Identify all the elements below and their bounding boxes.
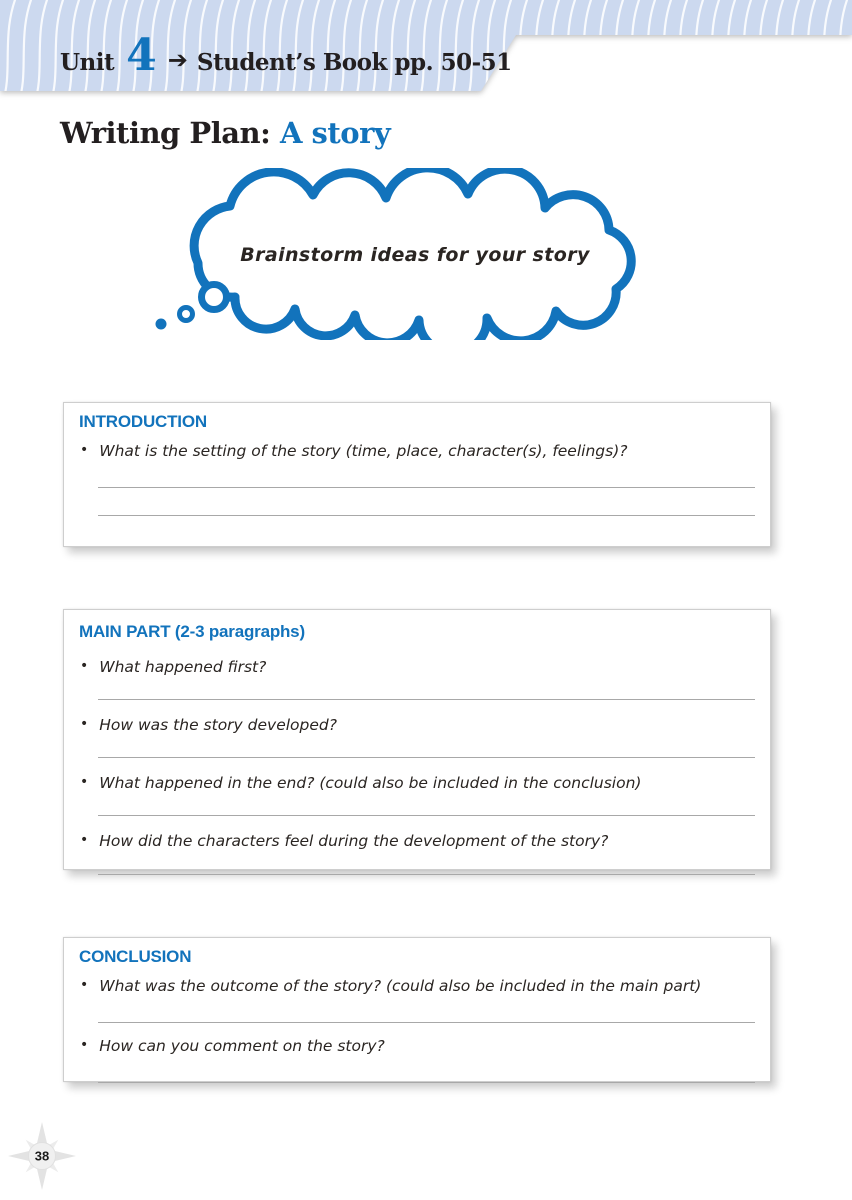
bubble-text: Brainstorm ideas for your story bbox=[240, 244, 590, 266]
question-item bbox=[80, 831, 756, 851]
unit-number: 4 bbox=[126, 30, 156, 81]
bullet-icon: • bbox=[80, 716, 89, 733]
question-item bbox=[80, 657, 756, 677]
unit-label: Unit bbox=[60, 49, 115, 76]
bullet-icon: • bbox=[80, 442, 89, 458]
section-main-part bbox=[63, 609, 771, 870]
question-text: How did the characters feel during the development of the story? bbox=[99, 832, 609, 851]
answer-line bbox=[98, 515, 755, 516]
bubble-tail-ring-small bbox=[180, 308, 193, 321]
question-text: What happened in the end? (could also be included in the conclusion) bbox=[99, 774, 642, 793]
bullet-icon: • bbox=[80, 658, 89, 674]
answer-line bbox=[98, 1082, 755, 1083]
answer-line bbox=[98, 487, 755, 488]
bullet-icon: • bbox=[80, 774, 89, 791]
bubble-tail-ring-large bbox=[202, 285, 227, 310]
question-item bbox=[80, 715, 756, 735]
bullet-icon: • bbox=[80, 832, 89, 849]
question-item bbox=[80, 976, 756, 996]
question-item bbox=[80, 773, 756, 793]
question-text: How can you comment on the story? bbox=[99, 1037, 385, 1056]
question-text: How was the story developed? bbox=[99, 716, 337, 735]
question-item bbox=[80, 1036, 756, 1056]
section-introduction bbox=[63, 402, 771, 547]
unit-header bbox=[60, 30, 512, 81]
question-text: What was the outcome of the story? (could also be included in the main part) bbox=[99, 977, 702, 995]
page-number: 38 bbox=[34, 1148, 50, 1164]
title-highlight: A story bbox=[279, 116, 391, 150]
section-conclusion bbox=[63, 937, 771, 1082]
book-reference: Student’s Book pp. 50-51 bbox=[196, 49, 512, 76]
answer-line bbox=[98, 1022, 755, 1023]
page-title bbox=[60, 116, 390, 150]
answer-line bbox=[98, 699, 755, 700]
introduction-heading: INTRODUCTION bbox=[79, 412, 207, 431]
question-text: What is the setting of the story (time, place, character(s), feelings)? bbox=[99, 442, 628, 460]
page-number-star-icon bbox=[6, 1120, 78, 1192]
arrow-icon: ➔ bbox=[167, 46, 188, 74]
conclusion-heading: CONCLUSION bbox=[79, 947, 192, 966]
question-text: What happened first? bbox=[99, 658, 267, 676]
answer-line bbox=[98, 757, 755, 758]
title-prefix: Writing Plan: bbox=[60, 116, 280, 150]
main-part-heading: MAIN PART (2-3 paragraphs) bbox=[79, 622, 305, 641]
bubble-tail-dot bbox=[156, 319, 167, 330]
question-item bbox=[80, 441, 756, 461]
bullet-icon: • bbox=[80, 1037, 89, 1054]
bullet-icon: • bbox=[80, 977, 89, 993]
answer-line bbox=[98, 874, 755, 875]
answer-line bbox=[98, 815, 755, 816]
